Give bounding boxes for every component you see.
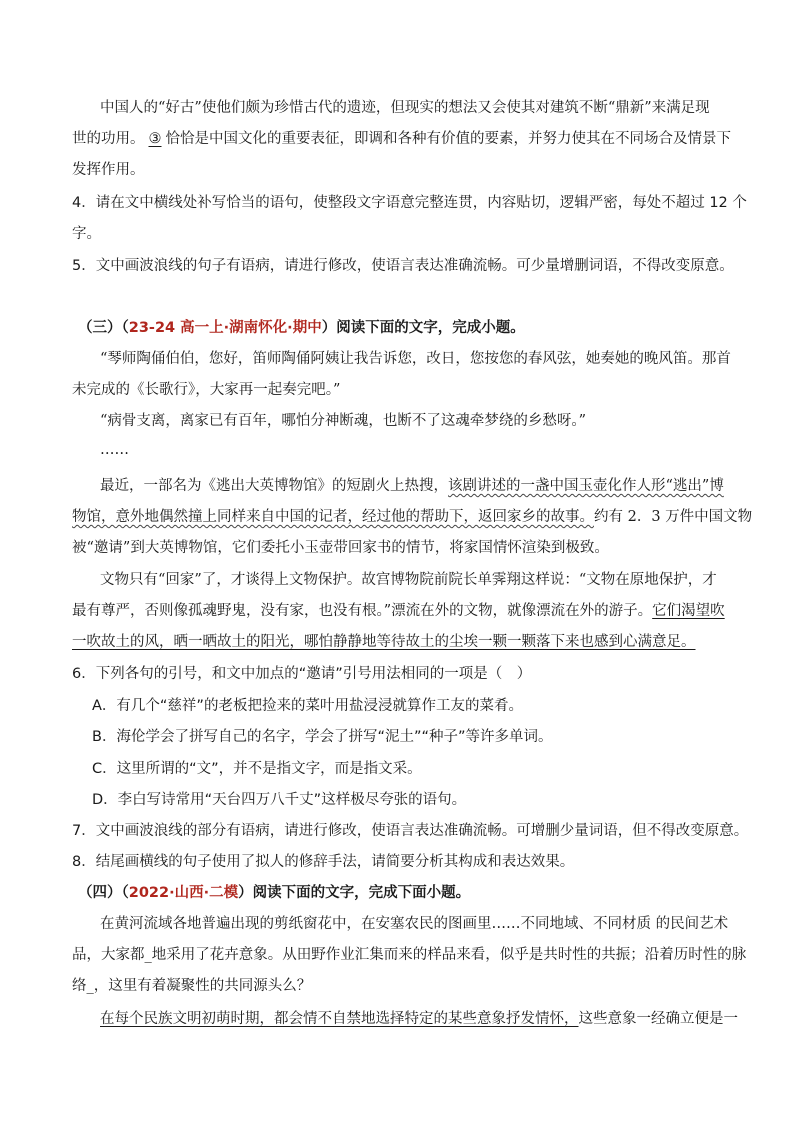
- passage-text: 最有尊严，否则像孤魂野鬼，没有家，也没有根。”漂流在外的文物，就像漂流在外的游子。: [72, 603, 653, 619]
- passage-line: 在黄河流域各地普遍出现的剪纸窗花中，在安塞农民的图画里……不同地域、不同材质 的民间艺术: [100, 916, 729, 932]
- question-5: 5．文中画波浪线的句子有语病，请进行修改，使语言表达准确流畅。可少量增删词语，不得改变原意。: [72, 258, 734, 274]
- section-4-header: [78, 883, 470, 903]
- option-c: C．这里所谓的“文”，并不是指文字，而是指文采。: [92, 761, 422, 777]
- passage-line: 中国人的“好古”使他们颇为珍惜古代的遗迹，但现实的想法又会使其对建筑不断“鼎新”来满足现: [100, 100, 710, 116]
- underlined-sentence: 在每个民族文明初萌时期，都会情不自禁地选择特定的某些意象抒发情怀，: [100, 1011, 579, 1027]
- blank-3: ③: [148, 131, 162, 147]
- passage-line: [72, 601, 725, 621]
- passage-line: 络_，这里有着凝聚性的共同源头么？: [72, 978, 312, 994]
- passage-text: 恰恰是中国文化的重要表征，即调和各种有价值的要素，并努力使其在不同场合及情景下: [165, 131, 731, 147]
- passage-line: “琴师陶俑伯伯，您好，笛师陶俑阿姨让我告诉您，改日，您按您的春风弦，她奏她的晚风笛。那首: [100, 351, 731, 367]
- passage-line: 被“邀请”到大英博物馆，它们委托小玉壶带回家书的情节，将家国情怀渲染到极致。: [72, 540, 609, 556]
- option-d: D．李白写诗常用“天台四万八千丈”这样极尽夸张的语句。: [92, 792, 467, 808]
- header-suffix: ）阅读下面的文字，完成下面小题。: [238, 885, 471, 901]
- passage-line: [72, 507, 752, 527]
- section-3-header: [78, 318, 525, 338]
- option-b: B．海伦学会了拼写自己的名字，学会了拼写“泥土”“种子”等许多单词。: [92, 729, 553, 745]
- passage-line: 发挥作用。: [72, 162, 145, 178]
- underlined-sentence: 它们渴望吹: [652, 603, 725, 619]
- passage-line: [72, 632, 696, 652]
- wavy-underlined-sentence: 物馆，意外地偶然撞上同样来自中国的记者，经过他的帮助下，返回家乡的故事。: [72, 509, 594, 525]
- passage-text: 世的功用。: [72, 131, 145, 147]
- passage-line: [100, 476, 724, 496]
- passage-line: [100, 1009, 738, 1029]
- passage-line: 未完成的《长歌行》，大家再一起奏完吧。”: [72, 382, 341, 398]
- question-6: 6．下列各句的引号，和文中加点的“邀请”引号用法相同的一项是（ ）: [72, 666, 532, 682]
- question-4: 4．请在文中横线处补写恰当的语句，使整段文字语意完整连贯，内容贴切，逻辑严密，每处不超过 12 个: [72, 195, 747, 211]
- passage-text: 约有 2．3 万件中国文物: [594, 509, 753, 525]
- passage-text: 这些意象一经确立便是一: [578, 1011, 738, 1027]
- option-a: A．有几个“慈祥”的老板把捡来的菜叶用盐浸浸就算作工友的菜肴。: [92, 698, 523, 714]
- underlined-sentence: 一吹故土的风，晒一晒故土的阳光，哪怕静静地等待故土的尘埃一颗一颗落下来也感到心满意足。: [72, 634, 696, 650]
- wavy-underlined-sentence: 该剧讲述的一盏中国玉壶化作人形“逃出”博: [448, 478, 724, 494]
- passage-text: 最近，一部名为《逃出大英博物馆》的短剧火上热搜，: [100, 478, 448, 494]
- passage-line: [72, 129, 731, 149]
- header-prefix: （三）（: [78, 320, 129, 336]
- header-suffix: ）阅读下面的文字，完成小题。: [321, 320, 525, 336]
- ellipsis: ……: [100, 442, 129, 458]
- section-source: 2022·山西·二模: [128, 885, 239, 901]
- passage-line: 品，大家都_地采用了花卉意象。从田野作业汇集而来的样品来看，似乎是共时性的共振；沿着历时性的脉: [72, 947, 747, 963]
- question-8: 8．结尾画横线的句子使用了拟人的修辞手法，请简要分析其构成和表达效果。: [72, 854, 575, 870]
- question-4-cont: 字。: [72, 226, 101, 242]
- passage-line: 文物只有“回家”了，才谈得上文物保护。故宫博物院前院长单霁翔这样说：“文物在原地保护，才: [100, 572, 717, 588]
- passage-line: “病骨支离，离家已有百年，哪怕分神断魂，也断不了这魂牵梦绕的乡愁呀。”: [100, 413, 587, 429]
- header-prefix: （四）（: [78, 885, 129, 901]
- question-7: 7．文中画波浪线的部分有语病，请进行修改，使语言表达准确流畅。可增删少量词语，但不得改变原意。: [72, 823, 749, 839]
- section-source: 23-24 高一上·湖南怀化·期中: [128, 320, 322, 336]
